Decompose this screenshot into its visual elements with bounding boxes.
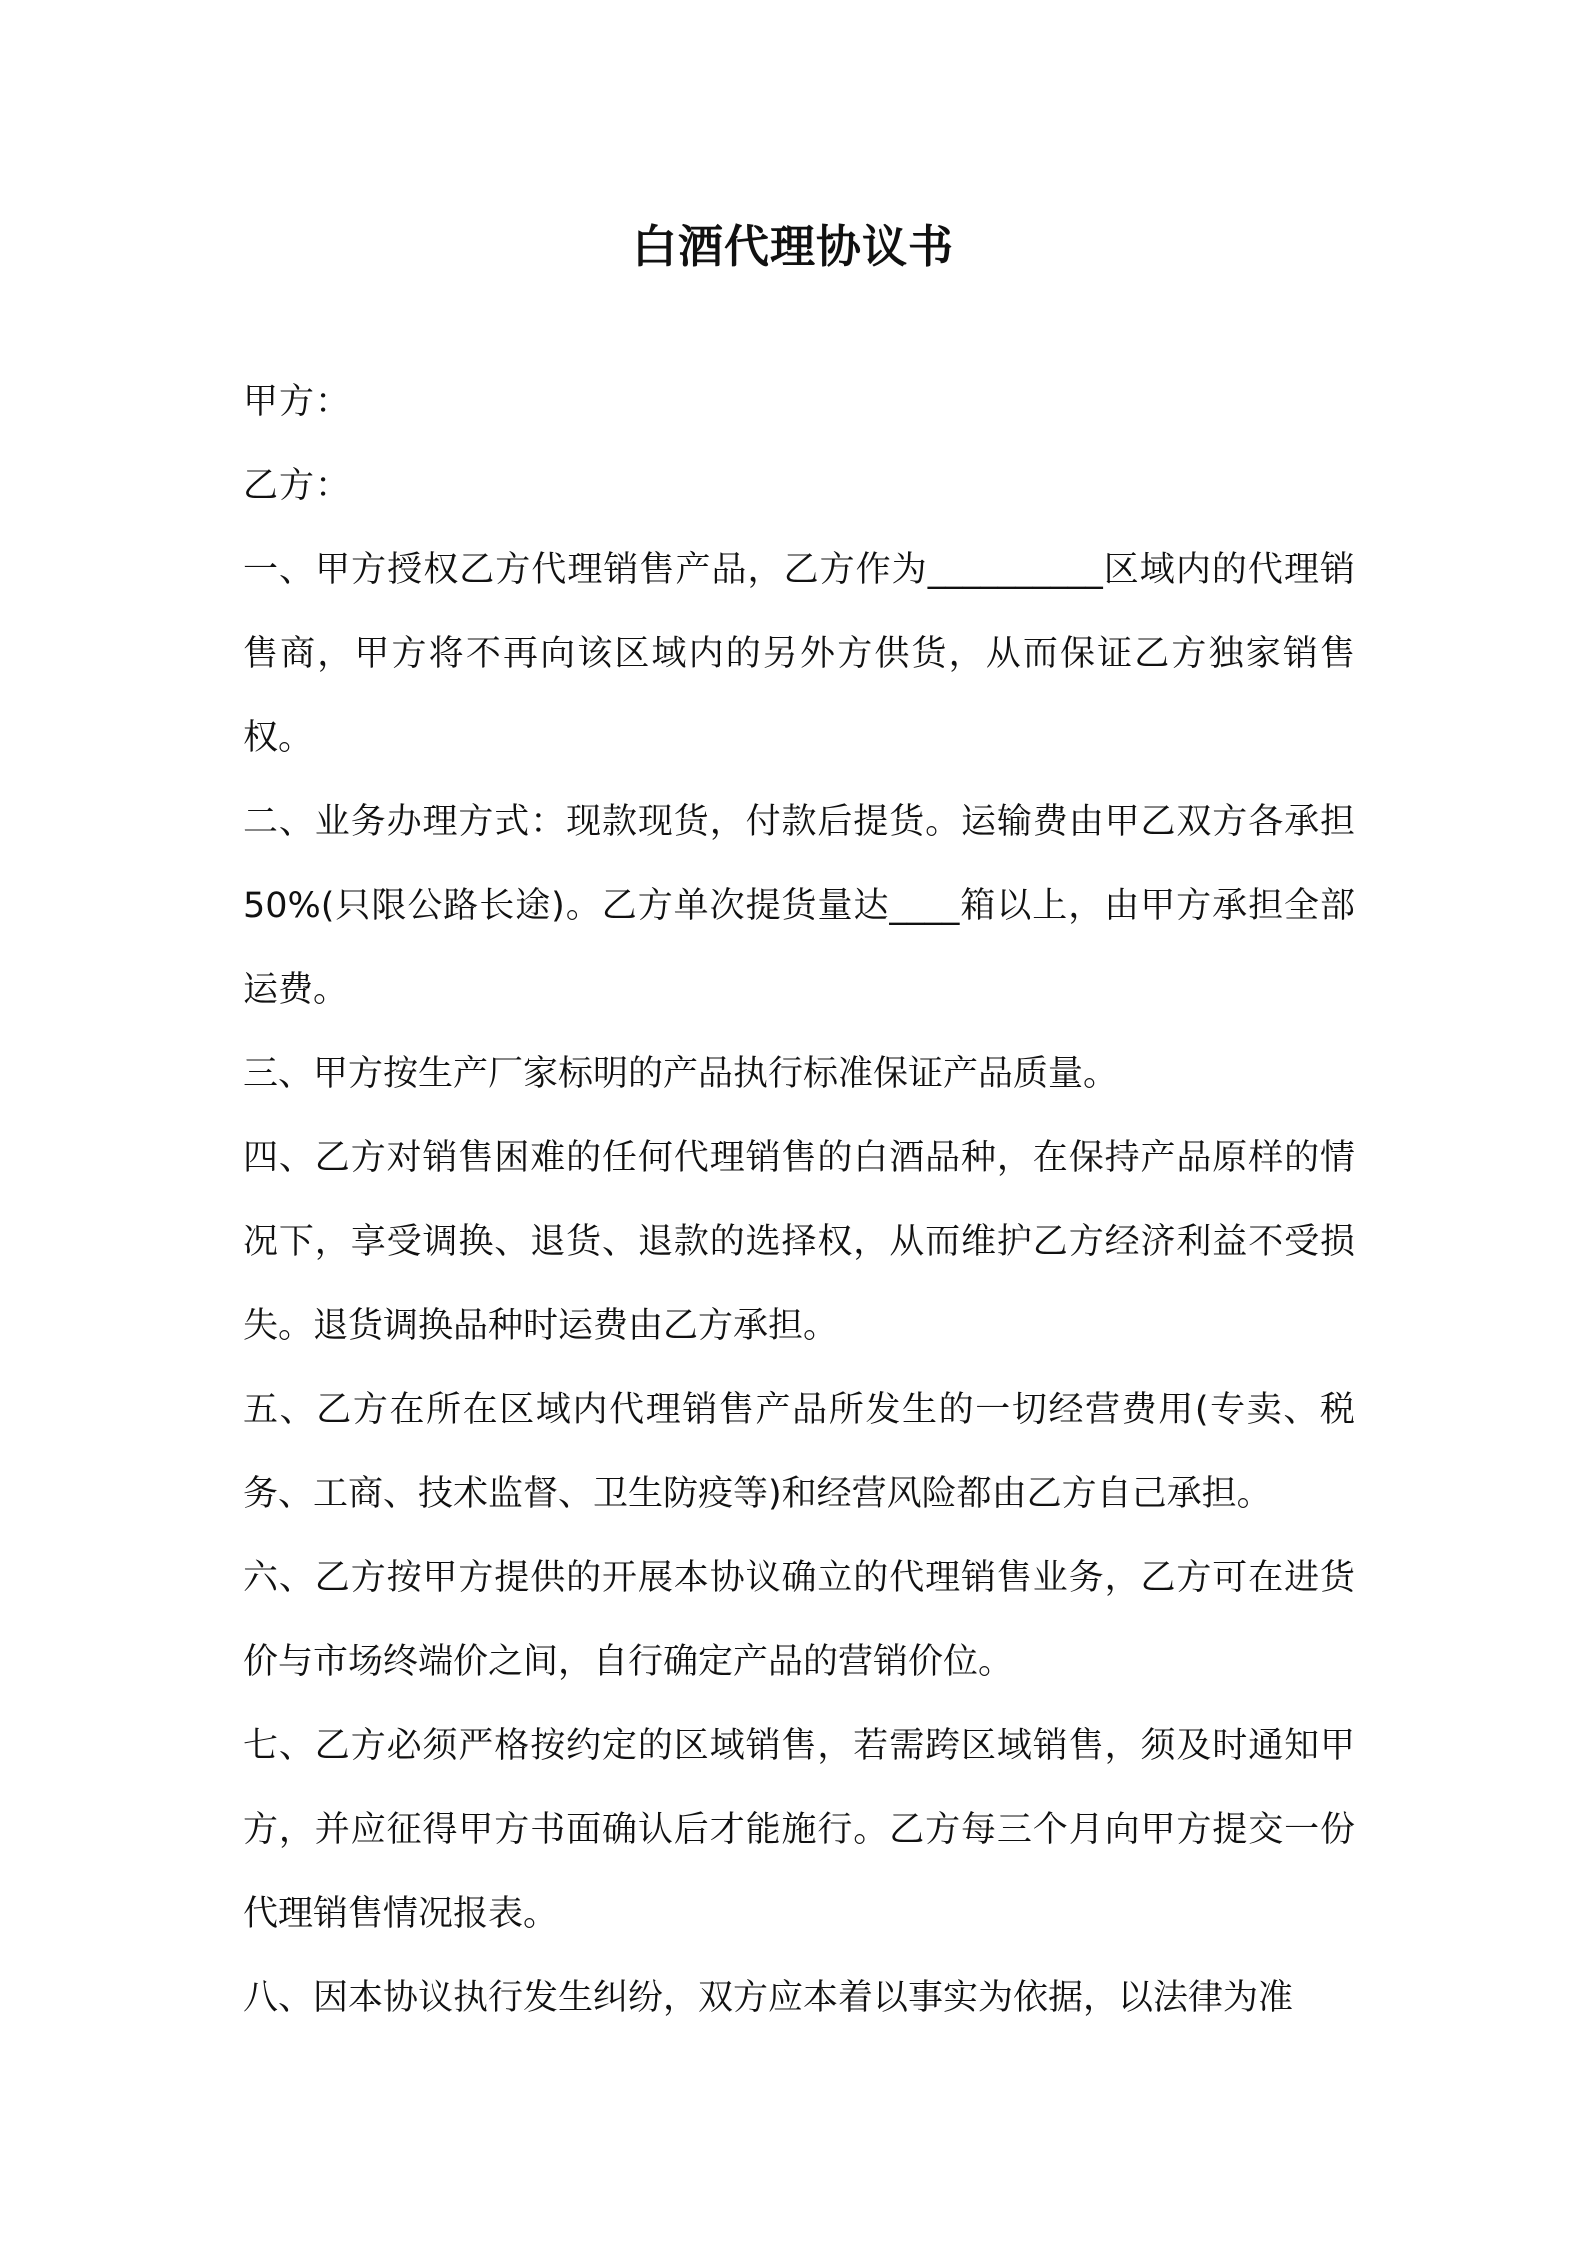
clause-8: 八、因本协议执行发生纠纷，双方应本着以事实为依据，以法律为准	[243, 1978, 1294, 2018]
clause-4: 四、乙方对销售困难的任何代理销售的白酒品种，在保持产品原样的情况下，享受调换、退货、退款的选择权，从而维护乙方经济利益不受损失。退货调换品种时运费由乙方承担。	[243, 1138, 1355, 1346]
clause-2: 二、业务办理方式：现款现货，付款后提货。运输费由甲乙双方各承担 50%(只限公路长途)。乙方单次提货量达____箱以上，由甲方承担全部运费。	[243, 802, 1355, 1010]
clause-6: 六、乙方按甲方提供的开展本协议确立的代理销售业务，乙方可在进货价与市场终端价之间，自行确定产品的营销价位。	[243, 1558, 1355, 1682]
document-body	[243, 360, 1355, 2040]
document-title: 白酒代理协议书	[631, 220, 954, 273]
clause-7: 七、乙方必须严格按约定的区域销售，若需跨区域销售，须及时通知甲方，并应征得甲方书面确认后才能施行。乙方每三个月向甲方提交一份代理销售情况报表。	[243, 1726, 1355, 1934]
clause-5: 五、乙方在所在区域内代理销售产品所发生的一切经营费用(专卖、税务、工商、技术监督、卫生防疫等)和经营风险都由乙方自己承担。	[243, 1390, 1355, 1514]
clause-1: 一、甲方授权乙方代理销售产品，乙方作为__________区域内的代理销售商，甲方将不再向该区域内的另外方供货，从而保证乙方独家销售权。	[243, 550, 1355, 758]
party-b-label: 乙方：	[243, 466, 352, 506]
party-a-label: 甲方：	[243, 382, 352, 422]
clause-3: 三、甲方按生产厂家标明的产品执行标准保证产品质量。	[243, 1054, 1119, 1094]
